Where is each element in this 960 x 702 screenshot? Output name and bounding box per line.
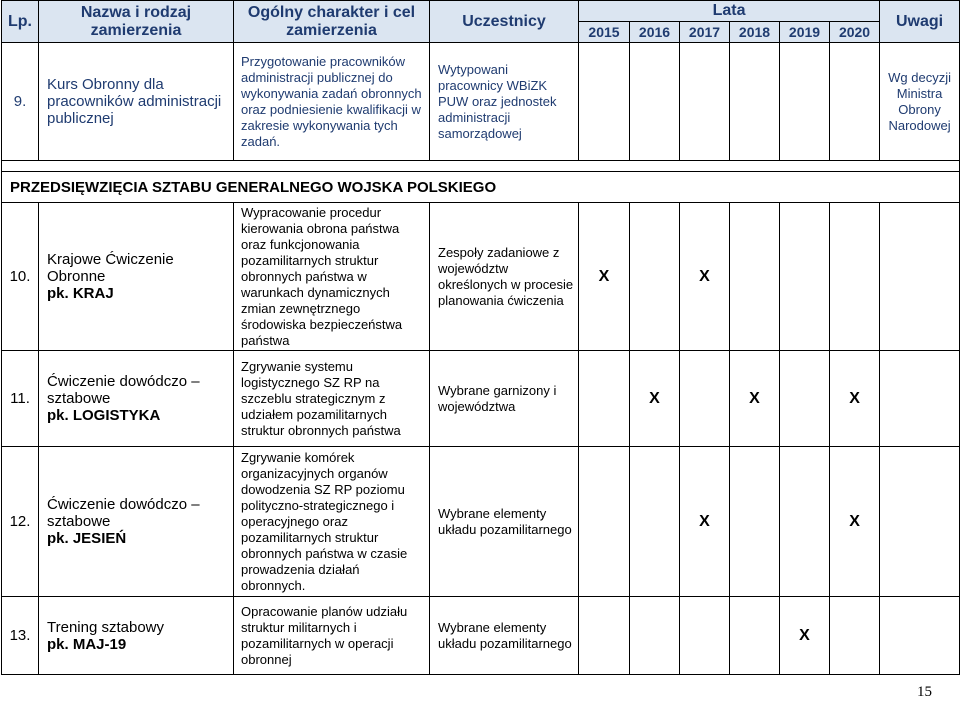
year-mark — [780, 203, 830, 351]
year-mark — [579, 597, 630, 675]
year-mark — [630, 43, 680, 161]
year-mark — [579, 43, 630, 161]
schedule-table — [1, 0, 960, 675]
year-mark — [680, 351, 730, 447]
row-name-cell — [39, 597, 234, 675]
row-purpose: Wypracowanie procedur kierowania obrona państwa oraz funkcjonowania pozamilitarnych struktur obronnych państwa w warunkach dynamicznych zmian zewnętrznego środowiska bezpieczeństwa państwa — [234, 203, 430, 351]
row-number: 12. — [2, 447, 39, 597]
row-notes — [880, 351, 960, 447]
row-participants: Wybrane elementy układu pozamilitarnego — [430, 597, 579, 675]
row-name: Ćwiczenie dowódczo – sztabowe — [47, 496, 200, 530]
year-mark — [780, 351, 830, 447]
year-mark — [579, 447, 630, 597]
row-participants: Wytypowani pracownicy WBiZK PUW oraz jednostek administracji samorządowej — [430, 43, 579, 161]
row-purpose: Opracowanie planów udziału struktur militarnych i pozamilitarnych w operacji obronnej — [234, 597, 430, 675]
year-mark — [830, 43, 880, 161]
row-number: 11. — [2, 351, 39, 447]
year-mark: X — [830, 351, 880, 447]
year-mark — [780, 43, 830, 161]
header-name: Nazwa i rodzaj zamierzenia — [39, 1, 234, 43]
header-year-2019: 2019 — [780, 22, 830, 43]
row-name: Trening sztabowy — [47, 618, 164, 636]
row-name-cell — [39, 203, 234, 351]
row-notes — [880, 447, 960, 597]
row-code: pk. MAJ-19 — [47, 635, 127, 653]
row-code: pk. JESIEŃ — [47, 530, 127, 547]
year-mark: X — [630, 351, 680, 447]
row-name: Ćwiczenie dowódczo – sztabowe — [47, 373, 200, 407]
year-mark — [730, 43, 780, 161]
year-mark — [730, 203, 780, 351]
header-year-2016: 2016 — [630, 22, 680, 43]
year-mark — [730, 447, 780, 597]
year-mark — [830, 203, 880, 351]
page-number: 15 — [917, 684, 932, 700]
row-participants: Zespoły zadaniowe z województw określonych w procesie planowania ćwiczenia — [430, 203, 579, 351]
year-mark — [579, 351, 630, 447]
row-name: Kurs Obronny dla pracowników administracji publicznej — [39, 43, 234, 161]
row-purpose: Przygotowanie pracowników administracji publicznej do wykonywania zadań obronnych oraz podniesienie kwalifikacji w zakresie wykonywania tych zadań. — [234, 43, 430, 161]
table-row — [2, 43, 960, 161]
row-name-cell — [39, 351, 234, 447]
year-mark: X — [680, 447, 730, 597]
year-mark: X — [830, 447, 880, 597]
row-name-cell — [39, 447, 234, 597]
row-notes — [880, 597, 960, 675]
year-mark — [780, 447, 830, 597]
row-name: Krajowe Ćwiczenie Obronne — [47, 251, 174, 285]
year-mark: X — [730, 351, 780, 447]
row-participants: Wybrane garnizony i województwa — [430, 351, 579, 447]
row-number: 13. — [2, 597, 39, 675]
year-mark — [680, 43, 730, 161]
header-year-2020: 2020 — [830, 22, 880, 43]
header-lp: Lp. — [2, 1, 39, 43]
row-notes — [880, 203, 960, 351]
year-mark: X — [579, 203, 630, 351]
table-row — [2, 447, 960, 597]
year-mark: X — [780, 597, 830, 675]
row-purpose: Zgrywanie komórek organizacyjnych organów dowodzenia SZ RP poziomu polityczno-strategicznego i operacyjnego oraz pozamilitarnych struktur obronnych państwa w czasie prowadzenia działań obronnych. — [234, 447, 430, 597]
row-purpose: Zgrywanie systemu logistycznego SZ RP na szczeblu strategicznym z udziałem pozamilitarnych struktur obronnych państwa — [234, 351, 430, 447]
row-participants: Wybrane elementy układu pozamilitarnego — [430, 447, 579, 597]
year-mark — [630, 447, 680, 597]
row-code: pk. LOGISTYKA — [47, 407, 161, 424]
row-notes: Wg decyzji Ministra Obrony Narodowej — [880, 43, 960, 161]
year-mark — [630, 203, 680, 351]
year-mark — [630, 597, 680, 675]
table-row — [2, 203, 960, 351]
header-year-2018: 2018 — [730, 22, 780, 43]
header-notes: Uwagi — [880, 1, 960, 43]
header-year-2015: 2015 — [579, 22, 630, 43]
table-row — [2, 597, 960, 675]
year-mark — [830, 597, 880, 675]
header-purpose: Ogólny charakter i cel zamierzenia — [234, 1, 430, 43]
row-code: pk. KRAJ — [47, 285, 114, 302]
row-number: 10. — [2, 203, 39, 351]
header-year-2017: 2017 — [680, 22, 730, 43]
year-mark: X — [680, 203, 730, 351]
header-years-label: Lata — [579, 1, 880, 22]
header-participants: Uczestnicy — [430, 1, 579, 43]
table-row — [2, 351, 960, 447]
row-number: 9. — [2, 43, 39, 161]
year-mark — [680, 597, 730, 675]
section-title: PRZEDSIĘWZIĘCIA SZTABU GENERALNEGO WOJSKA POLSKIEGO — [2, 172, 960, 203]
year-mark — [730, 597, 780, 675]
